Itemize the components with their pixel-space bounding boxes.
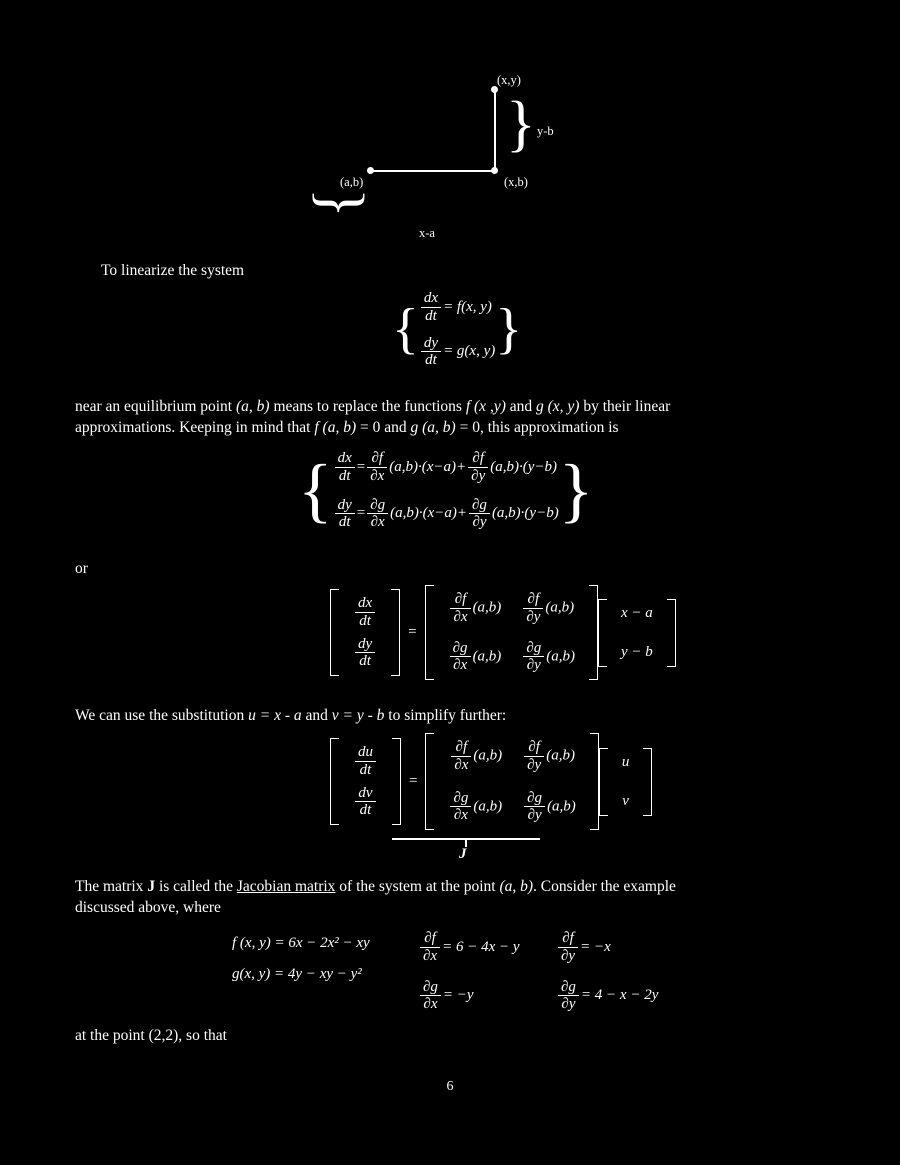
bracket-left xyxy=(425,733,434,830)
paragraph-jacobian-line1 xyxy=(75,876,875,897)
paragraph-jacobian-text: The matrix J is called the Jacobian matrix of the system at the point (a, b). Consider the example xyxy=(75,878,676,895)
frac-df-dy: $\frac{\partial f}{\partial y}$ xyxy=(468,450,488,485)
label-delta-x: x-a xyxy=(419,226,435,240)
linearization-figure xyxy=(0,0,900,250)
bracket-right xyxy=(590,733,599,830)
bracket-left xyxy=(330,738,339,825)
example-f-definition: f (x, y) = 6x − 2x² − xy xyxy=(232,935,370,951)
bracket-right xyxy=(392,738,401,825)
matrix2-cell-12: $\frac{\partial f}{\partial y}$ (a,b) xyxy=(512,736,585,777)
system-brace-right: } xyxy=(495,297,523,360)
label-point-xy: (x,y) xyxy=(497,73,521,87)
matrix2-jacobian xyxy=(425,733,598,830)
system2-brace-left: { xyxy=(298,450,333,531)
bracket-right xyxy=(391,589,400,676)
frac-dx-dt-2: $\frac{dx}{dt}$ xyxy=(335,450,355,485)
label-point-xb: (x,b) xyxy=(504,175,528,189)
system2-row1 xyxy=(333,448,559,487)
paragraph-jacobian-line2: discussed above, where xyxy=(75,899,221,916)
matrix1-v2: y − b xyxy=(620,643,653,660)
bracket-left xyxy=(425,585,434,680)
matrix1-cell-12: $\frac{\partial f}{\partial y}$ (a,b) xyxy=(511,588,584,629)
bracket-left xyxy=(330,589,339,676)
bracket-right xyxy=(643,748,652,816)
system2-row2-end: (a,b)·(y−b) xyxy=(491,505,559,522)
matrix2-cell-22: $\frac{\partial g}{\partial y}$ (a,b) xyxy=(512,787,586,828)
horizontal-segment xyxy=(370,170,496,172)
matrix2-cell-11: $\frac{\partial f}{\partial x}$ (a,b) xyxy=(439,736,512,777)
matrix2-rhs-vector xyxy=(599,748,653,816)
equation-system-1 xyxy=(392,288,522,371)
partial-g-x: $\frac{\partial g}{\partial x}$ = −y xyxy=(418,979,520,1014)
label-point-ab: (a,b) xyxy=(340,175,364,189)
horizontal-brace: } xyxy=(307,188,375,218)
example-g-definition: g(x, y) = 4y − xy − y² xyxy=(232,966,362,982)
matrix2-cell-21: $\frac{\partial g}{\partial x}$ (a,b) xyxy=(438,787,512,828)
bracket-right xyxy=(667,599,676,667)
system2-row1-eq: = xyxy=(356,458,366,475)
matrix1-v1: x − a xyxy=(620,604,653,621)
paragraph-substitution: We can use the substitution u = x - a and v = y - b to simplify further: xyxy=(75,707,507,724)
equation-matrix-1 xyxy=(330,585,676,680)
matrix2-v2: v xyxy=(622,792,629,809)
system1-row2 xyxy=(419,333,495,372)
system1-row1 xyxy=(419,288,495,327)
matrix1-equals: = xyxy=(408,624,417,641)
system2-brace-right: } xyxy=(558,450,594,531)
system-brace: { xyxy=(392,297,419,360)
vertical-segment xyxy=(494,90,496,170)
frac-dx-dt: $\frac{dx}{dt}$ xyxy=(421,290,441,325)
system2-row2 xyxy=(333,495,559,534)
system2-row2-eq: = xyxy=(356,505,366,522)
label-delta-y: y-b xyxy=(537,124,554,138)
jacobian-label: J xyxy=(459,846,467,862)
matrix1-cell-21: $\frac{\partial g}{\partial x}$ (a,b) xyxy=(438,637,512,678)
matrix1-jacobian xyxy=(425,585,598,680)
frac-du-dt: $\frac{du}{dt}$ xyxy=(355,744,376,779)
matrix2-v1: u xyxy=(621,753,630,770)
bracket-right xyxy=(589,585,598,680)
system1-row2-rhs: = g(x, y) xyxy=(443,343,496,360)
frac-df-dx: $\frac{\partial f}{\partial x}$ xyxy=(367,450,387,485)
partial-g-y: $\frac{\partial g}{\partial y}$ = 4 − x − 2y xyxy=(556,979,658,1014)
frac-dx-dt-3: $\frac{dx}{dt}$ xyxy=(355,595,375,630)
paragraph-equilibrium-line2: approximations. Keeping in mind that f (a, b) = 0 and g (a, b) = 0, this approximation is xyxy=(75,419,619,436)
vertical-brace: } xyxy=(506,90,536,158)
example-definitions xyxy=(232,935,370,983)
equation-matrix-2 xyxy=(330,733,652,830)
frac-dg-dx: $\frac{\partial g}{\partial x}$ xyxy=(367,497,388,532)
example-partials-column2 xyxy=(556,930,658,1013)
frac-dy-dt-3: $\frac{dy}{dt}$ xyxy=(355,636,375,671)
partial-f-x: $\frac{\partial f}{\partial x}$ = 6 − 4x − y xyxy=(418,930,520,965)
bracket-left xyxy=(598,599,607,667)
paragraph-at-point: at the point (2,2), so that xyxy=(75,1027,227,1044)
matrix1-cell-11: $\frac{\partial f}{\partial x}$ (a,b) xyxy=(438,588,511,629)
page-number: 6 xyxy=(446,1079,454,1094)
frac-dy-dt: $\frac{dy}{dt}$ xyxy=(421,335,441,370)
system1-row1-rhs: = f(x, y) xyxy=(443,298,492,315)
matrix1-lhs-vector xyxy=(330,589,400,676)
frac-dy-dt-2: $\frac{dy}{dt}$ xyxy=(335,497,355,532)
paragraph-or: or xyxy=(75,560,88,577)
frac-dg-dy: $\frac{\partial g}{\partial y}$ xyxy=(469,497,490,532)
matrix2-equals: = xyxy=(409,773,418,790)
system2-row1-end: (a,b)·(y−b) xyxy=(490,458,558,475)
matrix1-cell-22: $\frac{\partial g}{\partial y}$ (a,b) xyxy=(511,637,585,678)
example-partials-column1 xyxy=(418,930,520,1013)
paragraph-equilibrium-line1: near an equilibrium point (a, b) means to replace the functions f (x ,y) and g (x, y) by their linear xyxy=(75,398,671,415)
bracket-left xyxy=(599,748,608,816)
matrix2-lhs-vector xyxy=(330,738,401,825)
system2-row2-mid: (a,b)·(x−a)+ xyxy=(390,505,468,522)
partial-f-y: $\frac{\partial f}{\partial y}$ = −x xyxy=(556,930,658,965)
equation-system-2 xyxy=(298,448,593,533)
frac-dv-dt: $\frac{dv}{dt}$ xyxy=(355,785,375,820)
system2-row1-mid: (a,b)·(x−a)+ xyxy=(389,458,467,475)
matrix1-rhs-vector xyxy=(598,599,676,667)
paragraph-intro: To linearize the system xyxy=(101,262,245,279)
